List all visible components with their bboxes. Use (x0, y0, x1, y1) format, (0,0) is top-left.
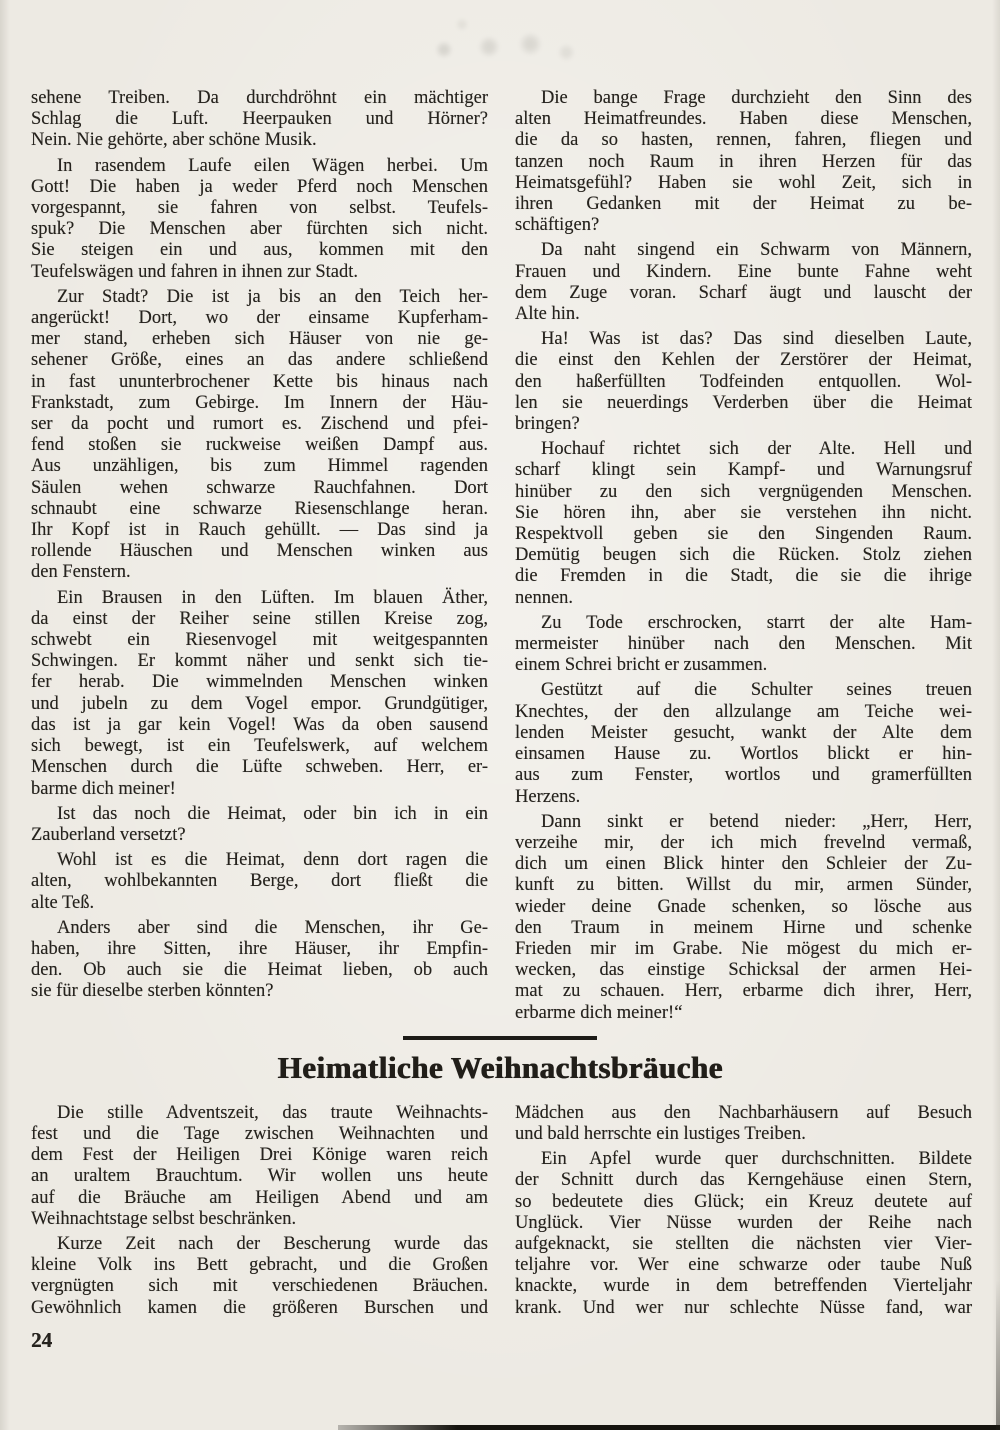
text-line: mer stand, erheben sich Häuser von nie ge- (31, 329, 488, 350)
text-line: den haßerfüllten Todfeinden entquollen. Wol- (515, 371, 972, 392)
text-line: alten, wohlbekannten Berge, dort fließt die (31, 871, 488, 892)
text-line: Unglück. Vier Nüsse wurden der Reihe nach (515, 1212, 972, 1233)
text-line: Wohl ist es die Heimat, denn dort ragen die (57, 850, 488, 871)
text-line: barme dich meiner! (31, 778, 176, 799)
text-line: das ist ja gar kein Vogel! Was da oben sausend (31, 714, 488, 735)
text-line: angerückt! Dort, wo der einsame Kupferham- (31, 308, 488, 329)
text-line: Gestützt auf die Schulter seines treuen (541, 680, 972, 701)
text-line: Demütig beugen sich die Rücken. Stolz ziehen (515, 545, 972, 566)
text-line: der Schnitt durch das Kerngehäuse einen Stern, (515, 1170, 972, 1191)
text-line: aufgeknackt, sie stellten die nächsten vier Vier- (515, 1233, 972, 1254)
text-line: Anders aber sind die Menschen, ihr Ge- (57, 917, 488, 938)
text-line: Die bange Frage durchzieht den Sinn des (541, 88, 972, 108)
text-line: Alte hin. (515, 304, 580, 325)
text-line: vorgespannt, sie fahren von selbst. Teufels- (31, 198, 488, 219)
text-line: so bedeutete dies Glück; ein Kreuz deutete auf (515, 1191, 972, 1212)
text-line: den Fenstern. (31, 562, 131, 583)
text-line: mat zu schauen. Herr, erbarme dich ihrer, Herr, (515, 981, 972, 1002)
text-line: Schwingen. Er kommt näher und senkt sich tie- (31, 651, 488, 672)
text-line: erbarme dich meiner!“ (515, 1002, 683, 1023)
text-line: bringen? (515, 414, 580, 435)
section-divider-rule (403, 1036, 597, 1040)
text-line: vergnügten sich mit verschiedenen Bräuchen. (31, 1276, 488, 1297)
text-line: sehene Treiben. Da durchdröhnt ein mächtiger (31, 88, 488, 108)
text-line: ser da pocht und rumort es. Zischend und pfei- (31, 414, 488, 435)
paragraph (515, 680, 972, 807)
article-top-right-column (515, 88, 972, 1024)
text-line: Mädchen aus den Nachbarhäusern auf Besuch (515, 1102, 972, 1123)
text-line: auf die Bräuche am Heiligen Abend und am (31, 1187, 488, 1208)
text-line: dem Zuge voran. Scharf äugt und lauscht der (515, 282, 972, 303)
text-line: Schlag die Luft. Heerpauken und Hörner? (31, 109, 488, 130)
text-line: schwebt ein Riesenvogel mit weitgespannten (31, 630, 488, 651)
text-line: Aus unzähligen, bis zum Himmel ragenden (31, 456, 488, 477)
text-line: Frankstadt, zum Gebirge. Im Innern der Häu- (31, 392, 488, 413)
text-line: Sie steigen ein und aus, kommen mit den (31, 240, 488, 261)
text-line: Ha! Was ist das? Das sind dieselben Laute, (541, 329, 972, 350)
paragraph (31, 88, 488, 152)
text-line: rollende Häuschen und Menschen winken aus (31, 541, 488, 562)
text-line: Dann sinkt er betend nieder: „Herr, Herr, (541, 811, 972, 832)
text-line: Gott! Die haben ja weder Pferd noch Menschen (31, 176, 488, 197)
text-line: an uraltem Brauchtum. Wir wollen uns heute (31, 1166, 488, 1187)
paragraph (515, 1149, 972, 1319)
paragraph (515, 1103, 972, 1145)
text-line: wieder deine Gnade schenken, so lösche aus (515, 896, 972, 917)
text-line: nennen. (515, 587, 574, 608)
text-line: Die stille Adventszeit, das traute Weihnachts- (57, 1102, 488, 1123)
text-line: schäftigen? (515, 215, 600, 236)
text-line: lenden Meister gesucht, wankt der Alte dem (515, 722, 972, 743)
text-line: sich bewegt, ist ein Teufelswerk, auf welchem (31, 736, 488, 757)
text-line: alte Teß. (31, 892, 95, 913)
text-line: Menschen durch die Lüfte schweben. Herr, er- (31, 757, 488, 778)
text-line: Heimatsgefühl? Haben sie wohl Zeit, sich in (515, 172, 972, 193)
text-line: fend stoßen sie ruckweise weißen Dampf aus. (31, 435, 488, 456)
text-line: Hochauf richtet sich der Alte. Hell und (541, 439, 972, 460)
paragraph (31, 156, 488, 283)
text-line: Zu Tode erschrocken, starrt der alte Ham- (541, 612, 972, 633)
page-number: 24 (31, 1328, 52, 1352)
text-line: Kurze Zeit nach der Bescherung wurde das (57, 1233, 488, 1254)
text-line: hinüber zu den sich vergnügenden Menschen. (515, 481, 972, 502)
text-line: teljahre vor. Wer eine schwarze oder taube Nuß (515, 1255, 972, 1276)
paragraph (31, 287, 488, 584)
text-line: Zauberland versetzt? (31, 824, 186, 845)
text-line: fer herab. Die wimmelnden Menschen winken (31, 672, 488, 693)
paragraph (31, 804, 488, 846)
scan-edge-shadow-right (996, 1280, 1000, 1430)
text-line: einsamen Hause zu. Wortlos blickt er hin- (515, 744, 972, 765)
text-line: Sie hören ihn, aber sie verstehen ihn nicht. (515, 502, 972, 523)
paragraph (515, 88, 972, 236)
text-line: dem Fest der Heiligen Drei Könige waren reich (31, 1145, 488, 1166)
text-line: Herzens. (515, 786, 581, 807)
text-line: sie für dieselbe sterben könnten? (31, 981, 274, 1002)
paragraph (515, 329, 972, 435)
text-line: aus zum Fenster, wortlos und gramerfüllten (515, 765, 972, 786)
paragraph (31, 588, 488, 800)
ink-smudge (408, 16, 588, 72)
text-line: Nein. Nie gehörte, aber schöne Musik. (31, 130, 317, 151)
article-bottom (0, 1103, 1000, 1319)
article-top (0, 88, 1000, 1024)
text-line: dich um einen Blick hinter den Schleier der Zu- (515, 854, 972, 875)
scan-edge-shadow-bottom (338, 1425, 1000, 1430)
paragraph (515, 812, 972, 1024)
text-line: scharf klingt sein Kampf- und Warnungsruf (515, 460, 972, 481)
paragraph (515, 613, 972, 677)
text-line: In rasendem Laufe eilen Wägen herbei. Um (57, 155, 488, 176)
text-line: spuk? Die Menschen aber fürchten sich nicht. (31, 219, 488, 240)
text-line: die da so hasten, rennen, fahren, fliegen und (515, 130, 972, 151)
text-line: Ein Apfel wurde quer durchschnitten. Bildete (541, 1149, 972, 1170)
text-line: krank. Und wer nur schlechte Nüsse fand, war (515, 1297, 972, 1318)
text-line: Gewöhnlich kamen die größeren Burschen und (31, 1297, 488, 1318)
article-top-left-column (31, 88, 488, 1024)
text-line: Frauen und Kindern. Eine bunte Fahne weht (515, 261, 972, 282)
article-bottom-right-column (515, 1103, 972, 1319)
text-line: wecken, das einstige Schicksal der armen Hei- (515, 960, 972, 981)
text-line: Ist das noch die Heimat, oder bin ich in ein (57, 803, 488, 824)
paragraph (31, 1103, 488, 1230)
text-line: kunft zu bitten. Willst du mir, armen Sünder, (515, 875, 972, 896)
text-line: Ihr Kopf ist in Rauch gehüllt. — Das sind ja (31, 520, 488, 541)
text-line: die einst den Kehlen der Zerstörer der Heimat, (515, 350, 972, 371)
paragraph (31, 850, 488, 914)
text-line: fest und die Tage zwischen Weihnachten und (31, 1123, 488, 1144)
article-bottom-left-column (31, 1103, 488, 1319)
text-line: und jubeln zu dem Vogel empor. Grundgütiger, (31, 693, 488, 714)
text-line: den Traum in meinem Hirne und schenke (515, 917, 972, 938)
paragraph (31, 1234, 488, 1319)
text-line: len sie neuerdings Verderben über die Heimat (515, 392, 972, 413)
text-line: Da naht singend ein Schwarm von Männern, (541, 240, 972, 261)
text-line: schnaubt eine schwarze Riesenschlange heran. (31, 498, 488, 519)
page-content (0, 88, 1000, 1319)
text-line: Weihnachtstage selbst beschränken. (31, 1208, 297, 1229)
text-line: haben, ihre Sitten, ihre Häuser, ihr Empfin- (31, 938, 488, 959)
paragraph (31, 918, 488, 1003)
text-line: einem Schrei bricht er zusammen. (515, 655, 768, 676)
text-line: ihren Gedanken mit der Heimat zu be- (515, 194, 972, 215)
text-line: knackte, wurde in dem betreffenden Vierteljahr (515, 1276, 972, 1297)
text-line: tanzen noch Raum in ihren Herzen für das (515, 151, 972, 172)
text-line: und bald herrschte ein lustiges Treiben. (515, 1123, 806, 1144)
text-line: alten Heimatfreundes. Haben diese Menschen, (515, 109, 972, 130)
text-line: da einst der Reiher seine stillen Kreise zog, (31, 608, 488, 629)
paragraph (515, 439, 972, 609)
text-line: die Fremden in die Stadt, die sie die ihrige (515, 566, 972, 587)
text-line: den. Ob auch sie die Heimat lieben, ob auch (31, 960, 488, 981)
text-line: verzeihe mir, der ich mich frevelnd vermaß, (515, 832, 972, 853)
text-line: Teufelswägen und fahren in ihnen zur Stadt. (31, 261, 358, 282)
text-line: Ein Brausen in den Lüften. Im blauen Äther, (57, 587, 488, 608)
text-line: kleine Volk ins Bett gebracht, und die Großen (31, 1255, 488, 1276)
text-line: in fast ununterbrochener Kette bis hinaus nach (31, 371, 488, 392)
text-line: Knechtes, der den allzulange am Teiche wei- (515, 701, 972, 722)
section-heading: Heimatliche Weihnachtsbräuche (277, 1049, 723, 1085)
text-line: Säulen wehen schwarze Rauchfahnen. Dort (31, 477, 488, 498)
text-line: Zur Stadt? Die ist ja bis an den Teich her- (57, 286, 488, 307)
text-line: mermeister hinüber nach den Menschen. Mit (515, 634, 972, 655)
text-line: Frieden mir im Grabe. Nie mögest du mich er- (515, 938, 972, 959)
text-line: Respektvoll geben sie den Singenden Raum. (515, 524, 972, 545)
paragraph (515, 240, 972, 325)
text-line: sehener Größe, eines an das andere schließend (31, 350, 488, 371)
